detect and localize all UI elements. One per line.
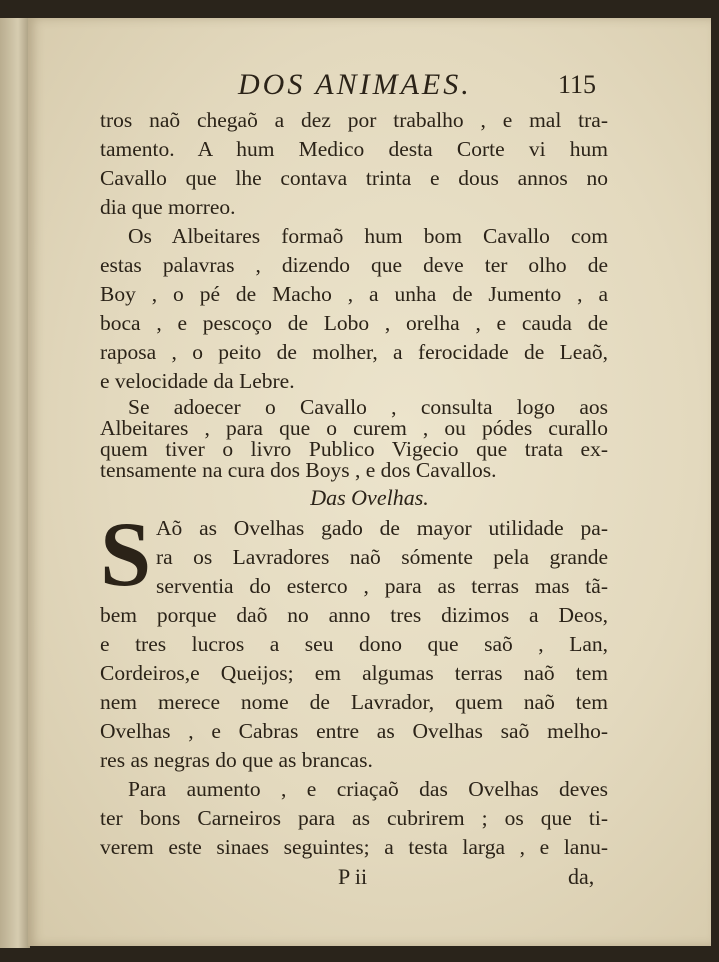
text-line: Se adoecer o Cavallo , consulta logo aos	[128, 395, 608, 419]
text-line: tros naõ chegaõ a dez por trabalho , e mal tra-	[100, 108, 608, 132]
signature-mark: P ii	[338, 864, 368, 889]
text-line: Aõ as Ovelhas gado de mayor utilidade pa-	[156, 516, 608, 540]
text-line: Para aumento , e criaçaõ das Ovelhas deves	[128, 777, 608, 801]
text-line: dia que morreo.	[100, 195, 236, 219]
facing-page-edge	[0, 18, 30, 948]
text-line: raposa , o peito de molher, a ferocidade de Leaõ,	[100, 340, 608, 364]
text-line: Cordeiros,e Queijos; em algumas terras naõ tem	[100, 661, 608, 685]
text-line: boca , e pescoço de Lobo , orelha , e cauda de	[100, 311, 608, 335]
running-title: DOS ANIMAES.	[238, 68, 472, 101]
text-line: tensamente na cura dos Boys , e dos Cavallos.	[100, 458, 497, 482]
drop-cap: S	[100, 503, 152, 605]
running-head	[28, 68, 711, 108]
text-line: ter bons Carneiros para as cubrirem ; os que ti-	[100, 806, 608, 830]
text-line: Albeitares , para que o curem , ou pódes curallo	[100, 416, 608, 440]
text-line: Os Albeitares formaõ hum bom Cavallo com	[128, 224, 608, 248]
text-line: e tres lucros a seu dono que saõ , Lan,	[100, 632, 608, 656]
text-line: Boy , o pé de Macho , a unha de Jumento , a	[100, 282, 608, 306]
text-line: serventia do esterco , para as terras mas tã-	[156, 574, 608, 598]
text-line: nem merece nome de Lavrador, quem naõ tem	[100, 690, 608, 714]
text-line: quem tiver o livro Publico Vigecio que trata ex-	[100, 437, 608, 461]
text-line: e velocidade da Lebre.	[100, 369, 295, 393]
catchword: da,	[568, 864, 595, 889]
text-line: tamento. A hum Medico desta Corte vi hum	[100, 137, 608, 161]
text-line: bem porque daõ no anno tres dizimos a Deos,	[100, 603, 608, 627]
text-line: verem este sinaes seguintes; a testa larga , e lanu-	[100, 835, 608, 859]
page-number: 115	[558, 70, 597, 99]
section-heading: Das Ovelhas.	[310, 485, 429, 510]
text-line: estas palavras , dizendo que deve ter olho de	[100, 253, 608, 277]
text-line: ra os Lavradores naõ sómente pela grande	[156, 545, 608, 569]
book-page	[28, 18, 711, 946]
text-line: Ovelhas , e Cabras entre as Ovelhas saõ melho-	[100, 719, 608, 743]
text-line: Cavallo que lhe contava trinta e dous annos no	[100, 166, 608, 190]
text-line: res as negras do que as brancas.	[100, 748, 373, 772]
